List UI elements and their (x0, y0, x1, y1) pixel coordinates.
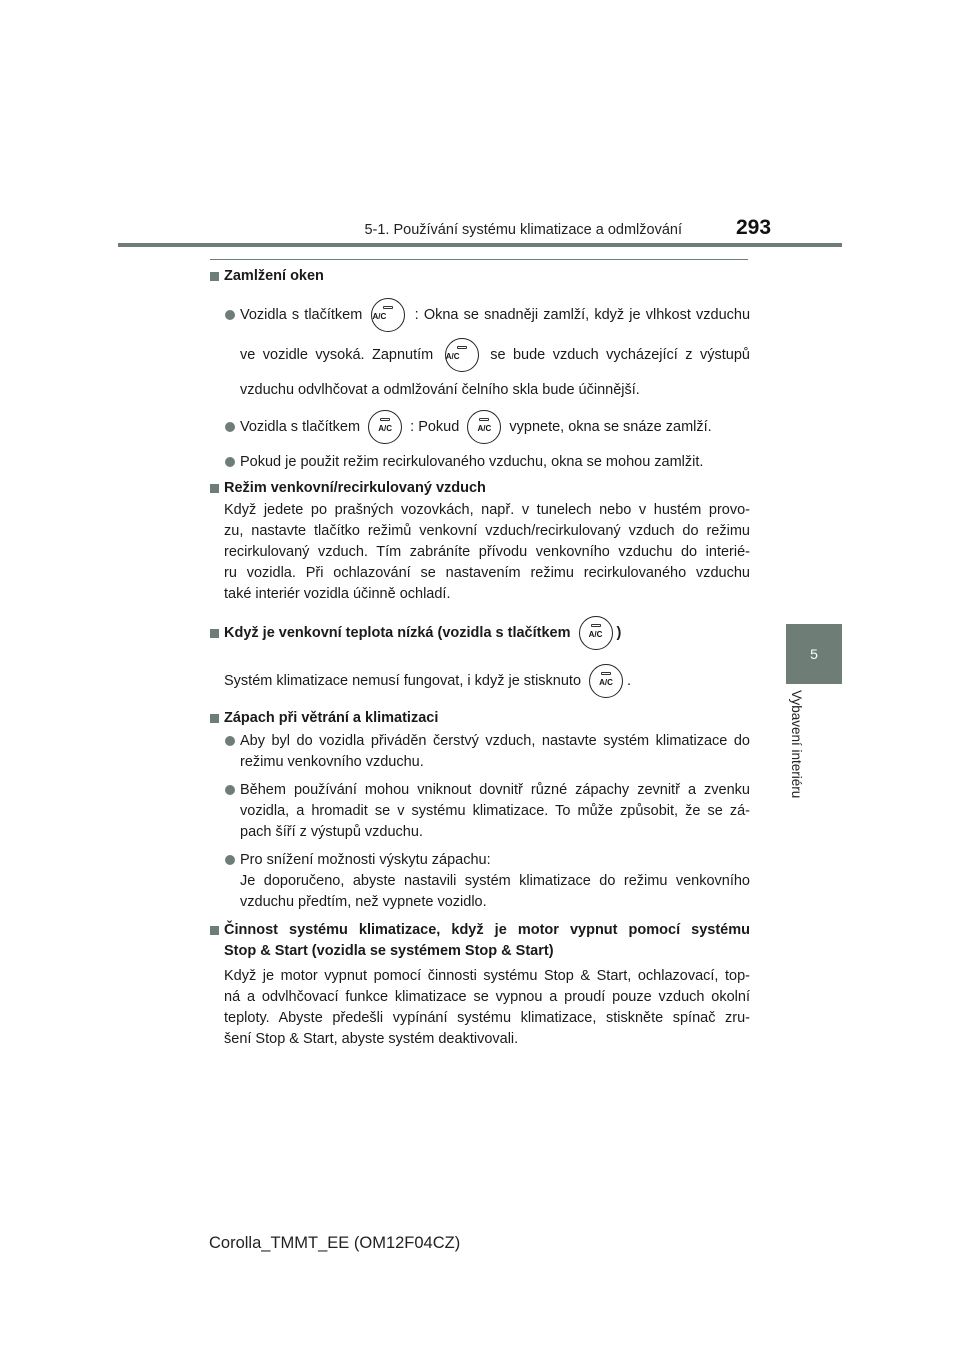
list-item: Pokud je použit režim recirkulovaného vzduchu, okna se mohou zamlžit. (210, 452, 750, 473)
list-item: Aby byl do vozidla přiváděn čerstvý vzduch, nastavte systém klimatizace do režimu venkovního vzduchu. (210, 731, 750, 773)
chapter-number: 5 (810, 646, 818, 662)
square-bullet-icon (210, 272, 219, 281)
chapter-label: Vybavení interiéru (789, 690, 804, 799)
section-heading-fogging: Zamlžení oken (210, 266, 750, 287)
content-divider (210, 259, 748, 260)
page-number: 293 (736, 216, 772, 239)
square-bullet-icon (210, 629, 219, 638)
section-title: 5-1. Používání systému klimatizace a odmlžování (364, 222, 682, 238)
list-item: Vozidla s tlačítkem A/C : Pokud A/C vypnete, okna se snáze zamlží. (210, 407, 750, 447)
ac-button-icon: A/C (371, 298, 405, 332)
page-content (210, 266, 750, 1050)
ac-button-icon: A/C (579, 616, 613, 650)
header-divider (118, 243, 842, 247)
paragraph: Když je motor vypnut pomocí činnosti systému Stop & Start, ochlazovací, top- ná a odvlhčovací funkce klimatizace se vypnou a proudí pouze vzduch okolní teploty. Abyste předešli vypínání systému klimatizace, stiskněte spínač zru- šení Stop & Start, abyste systém deaktivovali. (224, 968, 750, 1047)
square-bullet-icon (210, 714, 219, 723)
round-bullet-icon (225, 855, 235, 865)
list-item: Během používání mohou vniknout dovnitř různé zápachy zevnitř a zvenku vozidla, a hromadit se v systému klimatizace. To může způsobit, že se zá- pach šíří z výstupů vzduchu. (210, 780, 750, 843)
section-heading-low-temperature: Když je venkovní teplota nízká (vozidla s tlačítkem A/C ) (210, 613, 750, 653)
ac-button-icon: A/C (467, 410, 501, 444)
round-bullet-icon (225, 785, 235, 795)
ac-button-icon: A/C (589, 664, 623, 698)
section-heading-stop-start: Činnost systému klimatizace, když je motor vypnut pomocí systému Stop & Start (vozidla se systémem Stop & Start) (210, 920, 750, 962)
section-heading-odor: Zápach při větrání a klimatizaci (210, 708, 750, 729)
square-bullet-icon (210, 484, 219, 493)
list-item: Pro snížení možnosti výskytu zápachu: Je doporučeno, abyste nastavili systém klimatizace do režimu venkovního vzduchu předtím, než vypnete vozidlo. (210, 850, 750, 913)
round-bullet-icon (225, 736, 235, 746)
round-bullet-icon (225, 310, 235, 320)
round-bullet-icon (225, 422, 235, 432)
ac-button-icon: A/C (368, 410, 402, 444)
round-bullet-icon (225, 457, 235, 467)
section-heading-recirculation: Režim venkovní/recirkulovaný vzduch (210, 478, 750, 499)
square-bullet-icon (210, 926, 219, 935)
paragraph: Systém klimatizace nemusí fungovat, i když je stisknuto A/C . (210, 661, 750, 701)
paragraph: Když jedete po prašných vozovkách, např. v tunelech nebo v hustém provo- zu, nastavte tlačítko režimů venkovní vzduch/recirkulovaný vzduch do režimu recirkulovaný vzduch. Tím zabráníte přívodu venkovního vzduchu do interié- ru vozidla. Při ochlazování se nastavením režimu recirkulovaného vzduchu také interiér vozidla účinně ochladí. (224, 502, 750, 602)
ac-button-icon: A/C (445, 338, 479, 372)
footer-document-id: Corolla_TMMT_EE (OM12F04CZ) (209, 1234, 461, 1252)
chapter-tab (786, 624, 842, 684)
list-item: Vozidla s tlačítkem A/C : Okna se snadněji zamlží, když je vlhkost vzduchu ve vozidle vysoká. Zapnutím A/C se bude vzduch vycházející z výstupů vzduchu odvlhčovat a odmlžování čelního skla bude účinnější. (210, 295, 750, 405)
